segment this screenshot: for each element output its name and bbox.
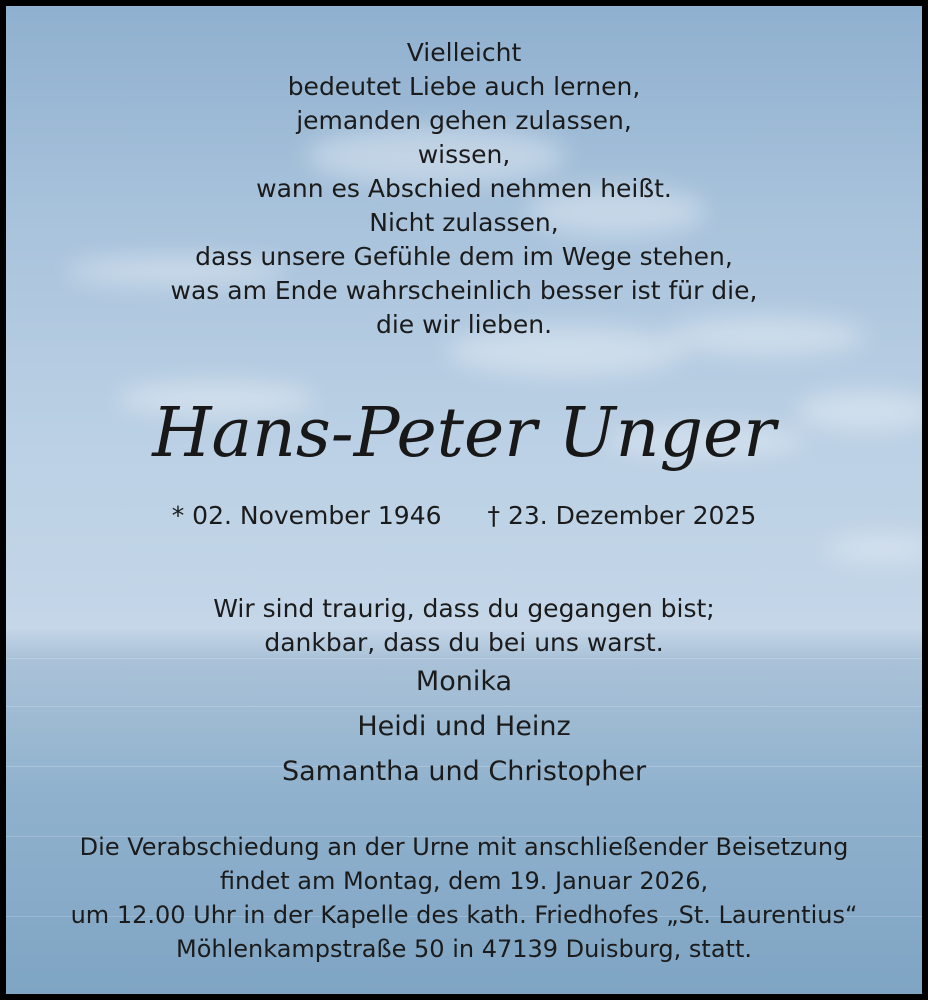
- poem-line: die wir lieben.: [375, 310, 553, 339]
- cloud: [826, 536, 922, 561]
- poem-line: was am Ende wahrscheinlich besser ist für die,: [170, 276, 758, 305]
- farewell-line: dankbar, dass du bei uns warst.: [264, 628, 664, 657]
- poem-line: bedeutet Liebe auch lernen,: [287, 72, 641, 101]
- farewell-text: [6, 592, 922, 660]
- poem-line: dass unsere Gefühle dem im Wege stehen,: [195, 242, 733, 271]
- notice-line: Möhlenkampstraße 50 in 47139 Duisburg, statt.: [175, 935, 752, 963]
- farewell-line: Wir sind traurig, dass du gegangen bist;: [213, 594, 715, 623]
- death-date: † 23. Dezember 2025: [487, 501, 757, 530]
- poem-line: Vielleicht: [406, 38, 522, 67]
- mourner-name: Heidi und Heinz: [357, 711, 571, 742]
- deceased-name: Hans-Peter Unger: [152, 394, 776, 473]
- poem-line: wissen,: [417, 140, 511, 169]
- mourner-name: Monika: [415, 666, 513, 697]
- birth-date: * 02. November 1946: [171, 501, 442, 530]
- mourners: [6, 659, 922, 794]
- poem-line: wann es Abschied nehmen heißt.: [256, 174, 672, 203]
- life-dates: [6, 501, 922, 530]
- poem: [6, 36, 922, 342]
- notice-line: Die Verabschiedung an der Urne mit anschließender Beisetzung: [79, 833, 849, 861]
- mourner-name: Samantha und Christopher: [281, 756, 647, 787]
- poem-line: jemanden gehen zulassen,: [296, 106, 632, 135]
- funeral-notice: [6, 830, 922, 966]
- poem-line: Nicht zulassen,: [369, 208, 559, 237]
- notice-line: um 12.00 Uhr in der Kapelle des kath. Friedhofes „St. Laurentius“: [70, 901, 858, 929]
- obituary-card: [6, 6, 922, 994]
- notice-line: findet am Montag, dem 19. Januar 2026,: [219, 867, 709, 895]
